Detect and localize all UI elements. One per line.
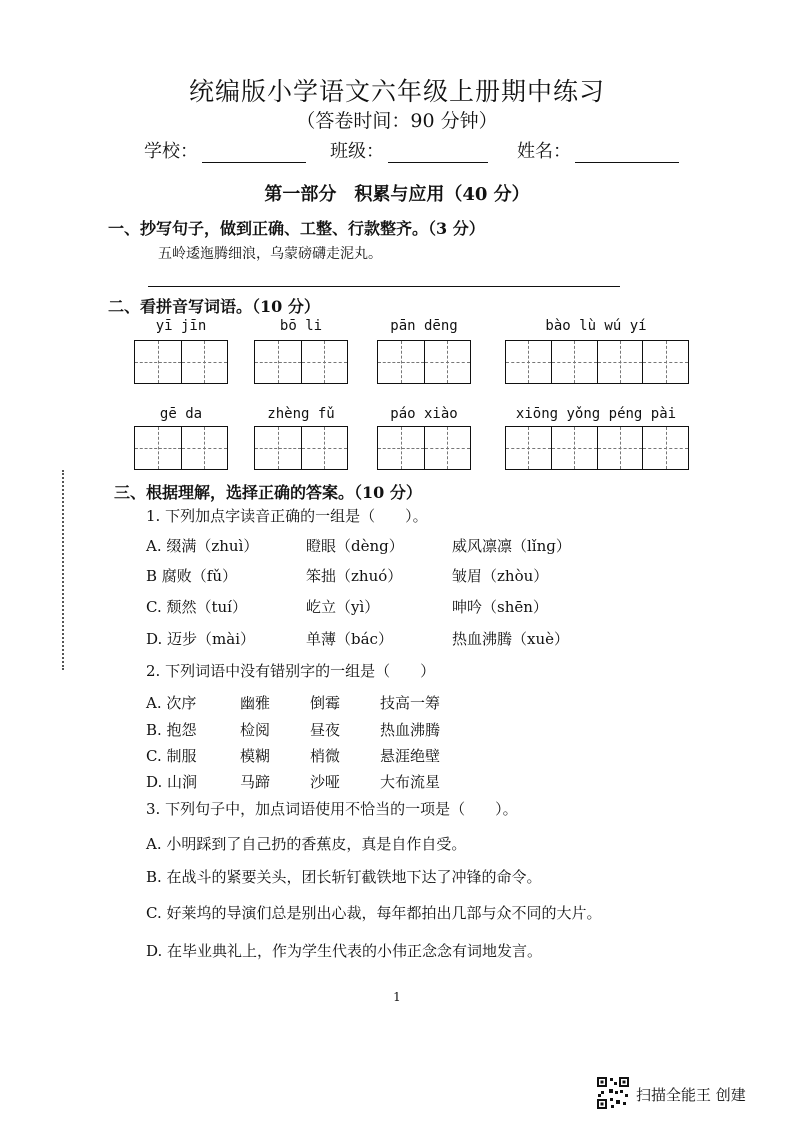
margin-mark bbox=[62, 470, 66, 670]
q2-prompt: 二、看拼音写词语。（10 分） bbox=[108, 297, 320, 316]
answer-grid-7[interactable] bbox=[377, 426, 471, 470]
q3-sub3-option-c: C. 好莱坞的导演们总是别出心裁，每年都拍出几部与众不同的大片。 bbox=[146, 904, 602, 922]
qr-code-icon bbox=[596, 1076, 630, 1110]
q3-sub3-option-b: B. 在战斗的紧要关头，团长斩钉截铁地下达了冲锋的命令。 bbox=[146, 868, 542, 886]
q3-sub1-row-b-3: 皱眉（zhòu） bbox=[452, 567, 549, 585]
grid-cell[interactable] bbox=[255, 427, 302, 469]
q3-sub2-row-c-4: 悬涯绝壁 bbox=[380, 747, 441, 765]
grid-cell[interactable] bbox=[135, 341, 182, 383]
q3-sub2-row-a-2: 幽雅 bbox=[240, 694, 271, 712]
grid-cell[interactable] bbox=[506, 427, 552, 469]
grid-cell[interactable] bbox=[643, 427, 688, 469]
pinyin-6: zhèng fǔ bbox=[267, 406, 335, 422]
q3-sub2-row-c-3: 梢微 bbox=[310, 747, 341, 765]
answer-grid-6[interactable] bbox=[254, 426, 348, 470]
class-field bbox=[330, 137, 488, 163]
class-blank[interactable] bbox=[388, 144, 488, 163]
pinyin-1: yī jīn bbox=[155, 318, 207, 334]
grid-cell[interactable] bbox=[425, 427, 471, 469]
grid-cell[interactable] bbox=[255, 341, 302, 383]
name-label: 姓名： bbox=[517, 141, 571, 162]
grid-cell[interactable] bbox=[598, 427, 644, 469]
q3-sub2-row-d-1: D. 山涧 bbox=[146, 773, 198, 791]
pinyin-7: páo xiào bbox=[390, 406, 458, 422]
q1-prompt: 一、抄写句子，做到正确、工整、行款整齐。（3 分） bbox=[108, 219, 485, 238]
q3-sub1-row-c-2: 屹立（yì） bbox=[306, 598, 380, 616]
q3-sub1-row-d-3: 热血沸腾（xuè） bbox=[452, 630, 569, 648]
grid-cell[interactable] bbox=[302, 427, 348, 469]
grid-cell[interactable] bbox=[378, 427, 425, 469]
pinyin-2: bō li bbox=[279, 318, 323, 334]
grid-cell[interactable] bbox=[182, 427, 228, 469]
grid-cell[interactable] bbox=[552, 341, 598, 383]
page-title: 统编版小学语文六年级上册期中练习 bbox=[188, 77, 605, 106]
grid-cell[interactable] bbox=[506, 341, 552, 383]
q3-sub1-row-a-2: 瞪眼（dèng） bbox=[306, 537, 404, 555]
grid-cell[interactable] bbox=[135, 427, 182, 469]
q3-sub2-row-b-2: 检阅 bbox=[240, 721, 271, 739]
q3-sub2-row-c-2: 模糊 bbox=[240, 747, 271, 765]
q1-writing-line[interactable] bbox=[148, 286, 620, 287]
q3-sub2-row-b-4: 热血沸腾 bbox=[380, 721, 441, 739]
q3-sub2-row-d-2: 马蹄 bbox=[240, 773, 271, 791]
page-subtitle: （答卷时间：90 分钟） bbox=[296, 110, 498, 132]
answer-grid-8[interactable] bbox=[505, 426, 689, 470]
q3-sub1-row-c-1: C. 颓然（tuí） bbox=[146, 598, 247, 616]
pinyin-4: bào lù wú yí bbox=[545, 318, 647, 334]
q3-sub2-stem: 2. 下列词语中没有错别字的一组是（ ） bbox=[146, 662, 436, 680]
q3-sub1-stem: 1. 下列加点字读音正确的一组是（ ）。 bbox=[146, 507, 428, 525]
q3-sub1-row-d-1: D. 迈步（mài） bbox=[146, 630, 255, 648]
q3-sub1-row-b-2: 笨拙（zhuó） bbox=[306, 567, 403, 585]
page-number: 1 bbox=[393, 990, 401, 1004]
q3-sub1-row-a-3: 威风凛凛（lǐnɡ） bbox=[452, 537, 571, 555]
q3-sub2-row-a-4: 技高一筹 bbox=[380, 694, 441, 712]
answer-grid-5[interactable] bbox=[134, 426, 228, 470]
q3-sub1-row-d-2: 单薄（bác） bbox=[306, 630, 393, 648]
grid-cell[interactable] bbox=[302, 341, 348, 383]
answer-grid-4[interactable] bbox=[505, 340, 689, 384]
q3-sub1-row-b-1: B 腐败（fǔ） bbox=[146, 567, 238, 585]
q3-prompt: 三、根据理解，选择正确的答案。（10 分） bbox=[114, 483, 422, 502]
q3-sub1-row-c-3: 呻吟（shēn） bbox=[452, 598, 548, 616]
school-field bbox=[144, 137, 306, 163]
class-label: 班级： bbox=[330, 141, 384, 162]
q3-sub3-option-a: A. 小明踩到了自己扔的香蕉皮，真是自作自受。 bbox=[146, 835, 467, 853]
grid-cell[interactable] bbox=[552, 427, 598, 469]
scanner-brand: 扫描全能王 创建 bbox=[636, 1086, 746, 1104]
q3-sub2-row-d-4: 大布流星 bbox=[380, 773, 441, 791]
q3-sub1-row-a-1: A. 缀满（zhuì） bbox=[146, 537, 259, 555]
name-field bbox=[517, 137, 679, 163]
grid-cell[interactable] bbox=[643, 341, 688, 383]
name-blank[interactable] bbox=[575, 144, 679, 163]
school-label: 学校： bbox=[144, 141, 198, 162]
grid-cell[interactable] bbox=[182, 341, 228, 383]
answer-grid-1[interactable] bbox=[134, 340, 228, 384]
q3-sub2-row-b-3: 昼夜 bbox=[310, 721, 341, 739]
q1-sentence: 五岭逶迤腾细浪，乌蒙磅礴走泥丸。 bbox=[158, 246, 382, 262]
q3-sub2-row-b-1: B. 抱怨 bbox=[146, 721, 197, 739]
q3-sub3-option-d: D. 在毕业典礼上，作为学生代表的小伟正念念有词地发言。 bbox=[146, 942, 543, 960]
grid-cell[interactable] bbox=[425, 341, 471, 383]
q3-sub2-row-a-1: A. 次序 bbox=[146, 694, 197, 712]
pinyin-5: gē da bbox=[159, 406, 203, 422]
grid-cell[interactable] bbox=[598, 341, 644, 383]
part1-title: 第一部分 积累与应用（40 分） bbox=[264, 184, 530, 205]
answer-grid-2[interactable] bbox=[254, 340, 348, 384]
pinyin-8: xiōng yǒng péng pài bbox=[515, 406, 677, 422]
q3-sub2-row-a-3: 倒霉 bbox=[310, 694, 341, 712]
school-blank[interactable] bbox=[202, 144, 306, 163]
grid-cell[interactable] bbox=[378, 341, 425, 383]
q3-sub3-stem: 3. 下列句子中，加点词语使用不恰当的一项是（ ）。 bbox=[146, 800, 518, 818]
pinyin-3: pān dēng bbox=[390, 318, 458, 334]
q3-sub2-row-d-3: 沙哑 bbox=[310, 773, 341, 791]
answer-grid-3[interactable] bbox=[377, 340, 471, 384]
q3-sub2-row-c-1: C. 制服 bbox=[146, 747, 197, 765]
